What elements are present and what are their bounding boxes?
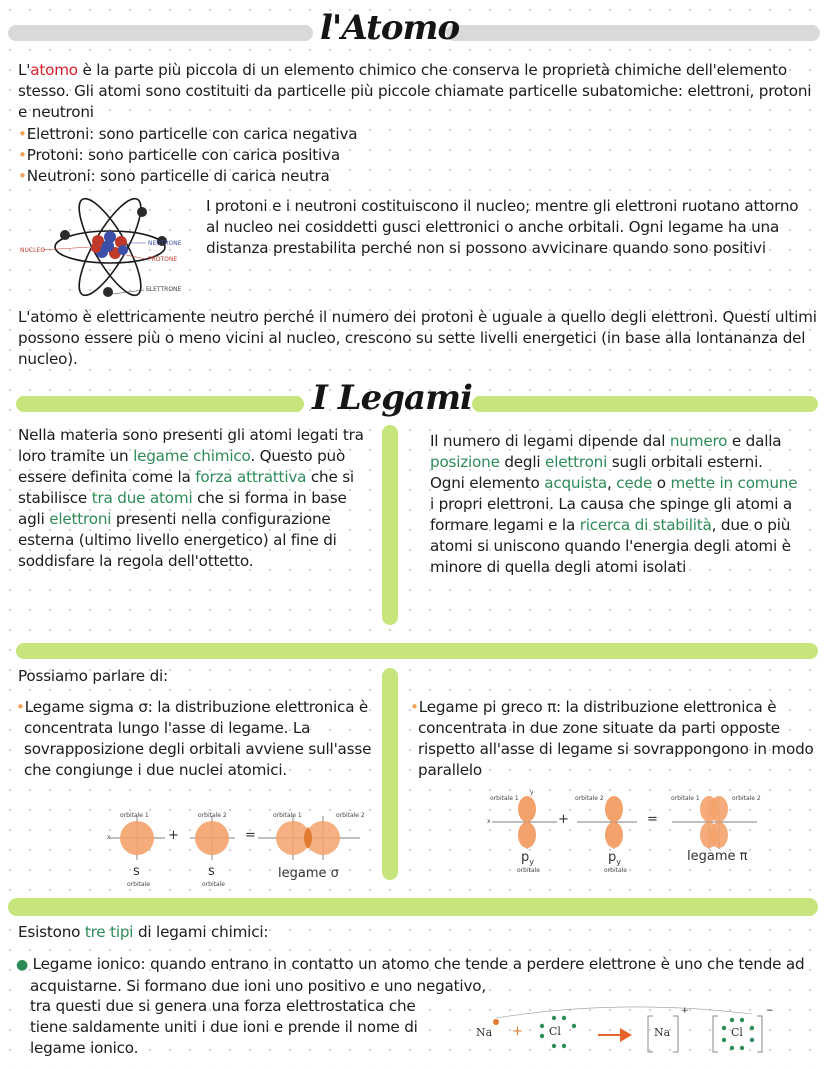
list-item: •Protoni: sono particelle con carica positiva (18, 146, 340, 164)
sigma-s2: s (208, 864, 215, 879)
sigma-paragraph: •Legame sigma σ: la distribuzione elettronica è concentrata lungo l'asse di legame. La sovrapposizione degli orbitali avviene sull'asse che congiunge i due nuclei atomici. (16, 698, 372, 779)
pi-orb2-label: orbitale 2 (575, 795, 604, 802)
pi-diagram (487, 789, 767, 877)
pi-py1-sub: orbitale (517, 867, 541, 874)
section-title-legami: I Legami (312, 378, 472, 418)
sigma-x-label: x (107, 834, 111, 841)
page-title: l'Atomo (320, 8, 460, 48)
sigma-orb2-label-2: orbitale 2 (336, 812, 365, 819)
neutral-paragraph: L'atomo è elettricamente neutro perché il numero dei protoni è uguale a quello degli elettroni. Questi ultimi possono essere più o meno vicini al nucleo, crescono su sette livelli energetici (in base alla lontananza del nucleo). (18, 308, 817, 368)
particles-list (18, 124, 357, 187)
list-item: •Neutroni: sono particelle di carica neutra (18, 167, 330, 185)
label-neutrone: NEUTRONE (148, 240, 182, 247)
pi-x-label: x (487, 818, 491, 825)
tre-tipi-intro: Esistono tre tipi di legami chimici: (18, 923, 269, 941)
sigma-s2-sub: orbitale (202, 881, 226, 888)
title-bar-right (446, 25, 820, 41)
sigma-orb1-label: orbitale 1 (120, 812, 149, 819)
pi-py1: $p_y$ (521, 850, 534, 867)
pi-orb1-label-2: orbitale 1 (671, 795, 700, 802)
legami-bar-right (472, 396, 818, 412)
ionico-paragraph-2: tra questi due si genera una forza elettrostatica che tiene saldamente uniti i due ioni e prende il nome di legame ionico. (30, 997, 418, 1057)
pi-result: legame π (687, 849, 748, 864)
legami-left-paragraph: Nella materia sono presenti gli atomi legati tra loro tramite un legame chimico. Questo può essere definita come la forza attrattiva che si stabilisce tra due atomi che si forma in base agli elettroni presenti nella configurazione esterna (ultimo livello energetico) al fine di soddisfare la regola dell'ottetto. (18, 426, 364, 570)
legami-right-paragraph: Il numero di legami dipende dal numero e dalla posizione degli elettroni sugli orbitali esterni. Ogni elemento acquista, cede o mette in comune i propri elettroni. La causa che spinge gli atomi a formare legami e la ricerca di stabilità, due o più atomi si uniscono quando l'energia degli atomi è minore di quella degli atomi isolati (430, 432, 798, 576)
vertical-divider-bottom (382, 668, 398, 880)
ionic-cl: Cl (549, 1025, 561, 1038)
sigma-diagram (107, 808, 370, 890)
ionic-diagram (470, 1004, 800, 1064)
pi-py2: $p_y$ (608, 850, 621, 867)
label-elettrone: ELETTRONE (146, 286, 182, 293)
tipi-intro: Possiamo parlare di: (18, 667, 168, 685)
pi-orb2-label-2: orbitale 2 (732, 795, 761, 802)
ionic-cl-ion: Cl (731, 1026, 743, 1039)
pi-plus: + (558, 812, 569, 827)
pi-paragraph: •Legame pi greco π: la distribuzione elettronica è concentrata in due zone situate da parti opposte rispetto all'asse di legame si sovrappongono in modo parallelo (410, 698, 814, 779)
vertical-divider-top (382, 425, 398, 625)
atomo-intro: L'atomo è la parte più piccola di un elemento chimico che conserva le proprietà chimiche dell'elemento stesso. Gli atomi sono costituiti da particelle più piccole chiamate particelle subatomiche: elettroni, protoni e neutroni (18, 61, 812, 121)
keyword-atomo: atomo (30, 61, 78, 79)
ionico-paragraph-1: ● Legame ionico: quando entrano in contatto un atomo che tende a perdere elettrone è uno che tende ad acquistarne. Si formano due ioni uno positivo e uno negativo, (16, 955, 805, 995)
atom-diagram (20, 195, 200, 300)
sigma-plus: + (168, 828, 179, 843)
legami-bar-left (16, 396, 304, 412)
nucleus-paragraph: I protoni e i neutroni costituiscono il nucleo; mentre gli elettroni ruotano attorno al nucleo nei cosiddetti gusci elettronici o anche orbitali. Ogni legame ha una distanza prestabilita perché non si possono avvicinare quando sono positivi (206, 197, 799, 257)
ionic-na-charge: + (681, 1006, 689, 1016)
divider-bar-bottom (8, 898, 818, 916)
pi-y-label: y (530, 789, 534, 796)
sigma-equals: = (245, 828, 256, 843)
pi-equals: = (647, 812, 658, 827)
divider-bar-middle (16, 643, 818, 659)
sigma-s1-sub: orbitale (127, 881, 151, 888)
label-protone: PROTONE (148, 256, 178, 263)
sigma-result: legame σ (278, 866, 339, 881)
list-item: •Elettroni: sono particelle con carica negativa (18, 125, 358, 143)
sigma-orb1-label-2: orbitale 1 (273, 812, 302, 819)
sigma-orb2-label: orbitale 2 (198, 812, 227, 819)
title-bar-left (8, 25, 313, 41)
pi-orb1-label: orbitale 1 (490, 795, 519, 802)
ionic-plus: + (512, 1024, 523, 1039)
pi-py2-sub: orbitale (604, 867, 628, 874)
label-nucleo: NUCLEO (20, 247, 45, 254)
ionic-na: Na (476, 1026, 493, 1039)
ionic-cl-charge: − (766, 1006, 774, 1016)
ionic-na-ion: Na (654, 1026, 671, 1039)
sigma-s1: s (133, 864, 140, 879)
